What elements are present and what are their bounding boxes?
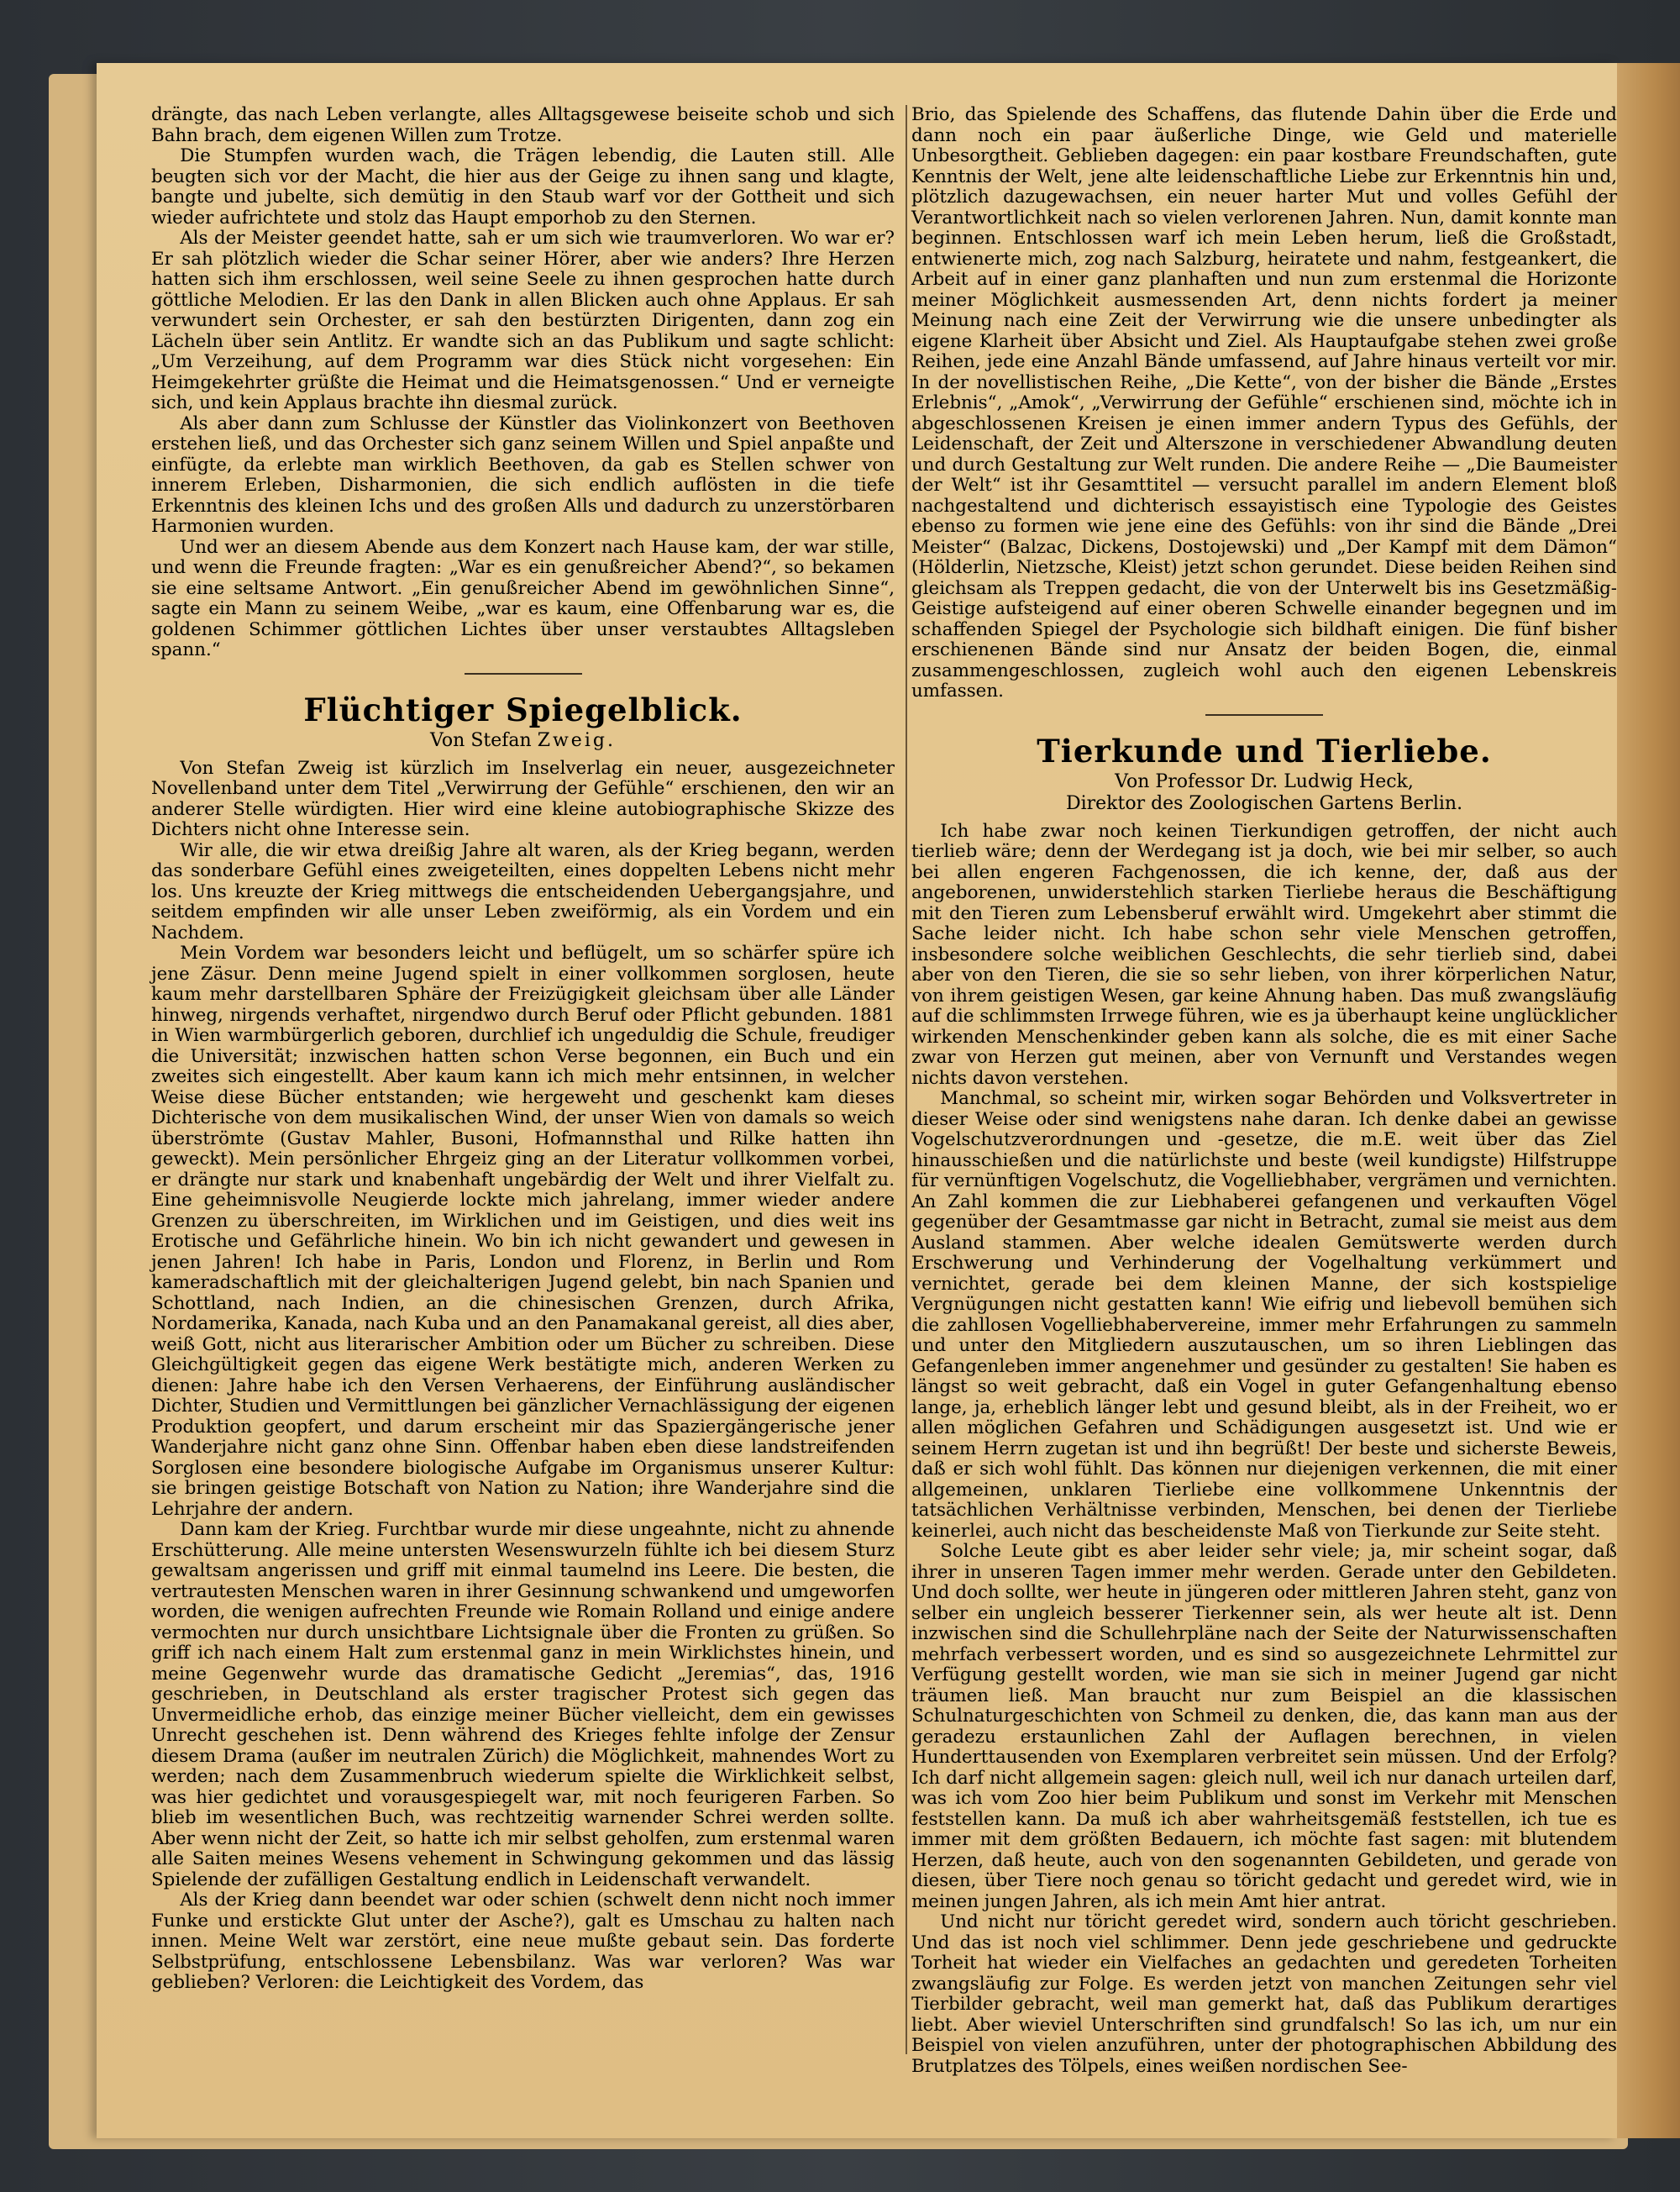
article-byline-affiliation: Direktor des Zoologischen Gartens Berlin.	[1065, 792, 1463, 814]
page-edge	[1617, 63, 1680, 2138]
section-rule	[465, 673, 582, 675]
section-rule	[1205, 714, 1323, 716]
paragraph: Und nicht nur töricht geredet wird, sondern auch töricht geschrieben. Und das ist noch viel schlimmer. Denn jede geschriebene und gedruckte Torheit hat wieder ein Vielfaches an gedachten und geredeten Torheiten zwangsläufig zur Folge. Es werden jetzt von manchen Zeitungen sehr viel Tierbilder gebracht, weil man gemerkt hat, daß das Publikum derartiges liebt. Aber wieviel Unterschriften sind grundfalsch! So las ich, um nur ein Beispiel von vielen anzuführen, unter der photographischen Abbildung des Brutplatzes des Tölpels, eines weißen nordischen See-	[911, 1911, 1617, 2077]
article-byline: Von Professor Dr. Ludwig Heck,	[1115, 770, 1414, 792]
paragraph: Brio, das Spielende des Schaffens, das flutende Dahin über die Erde und dann noch ein paar äußerliche Dinge, wie Geld und materielle Unbesorgtheit. Geblieben dagegen: ein paar kostbare Freundschaften, gute Kenntnis der Welt, jene alte leidenschaftliche Liebe zur Erkenntnis hin und, plötzlich dazugewachsen, ein neuer harter Mut und volles Gefühl der Verantwortlichkeit nach so vielen verlorenen Jahren. Nun, damit konnte man beginnen. Entschlossen warf ich mein Leben herum, ließ die Großstadt, entwienerte mich, zog nach Salzburg, heiratete und nahm, festgeankert, die Arbeit auf in einer ganz planhaften und nun zum erstenmal die Horizonte meiner Möglichkeit ausmessenden Art, denn nichts fordert ja meiner Meinung nach eine Zeit der Verwirrung wie die unsere unbedingter als eigene Klarheit über Absicht und Ziel. Als Hauptaufgabe stehen zwei große Reihen, jede eine Anzahl Bände umfassend, auf Jahre hinaus verteilt vor mir. In der novellistischen Reihe, „Die Kette“, von der bisher die Bände „Erstes Erlebnis“, „Amok“, „Verwirrung der Gefühle“ erschienen sind, möchte ich in abgeschlossenen Kreisen je einen immer andern Typus des Gefühls, der Leidenschaft, der Zeit und Alterszone in verschiedener Abwandlung deuten und durch Gestaltung zur Welt runden. Die andere Reihe — „Die Baumeister der Welt“ ist ihr Gesamttitel — versucht parallel im andern Element bloß nachgestaltend und dichterisch essayistisch eine Typologie des Geistes ebenso zu formen wie jene eine des Gefühls: von ihr sind die Bände „Drei Meister“ (Balzac, Dickens, Dostojewski) und „Der Kampf mit dem Dämon“ (Hölderlin, Nietzsche, Kleist) jetzt schon gerundet. Diese beiden Reihen sind gleichsam als Treppen gedacht, die von der Unterwelt bis ins Gesetzmäßig-Geistige aufsteigend auf einer oberen Schwelle einander begegnen und im schaffenden Spiegel der Psychologie sich bildhaft einigen. Die fünf bisher erschienenen Bände sind nur Ansatz der beiden Bogen, die, einmal zusammengeschlossen, zugleich wohl auch den eigenen Lebenskreis umfassen.	[911, 104, 1617, 702]
paragraph: Als der Krieg dann beendet war oder schien (schwelt denn nicht noch immer Funke und erstickte Glut unter der Asche?), galt es Umschau zu halten nach innen. Meine Welt war zerstört, eine neue mußte gebaut sein. Das forderte Selbstprüfung, entschlossene Lebensbilanz. Was war verloren? Was war geblieben? Verloren: die Leichtigkeit des Vordem, das	[151, 1890, 895, 1993]
paragraph: drängte, das nach Leben verlangte, alles Alltagsgewese beiseite schob und sich Bahn brach, dem eigenen Willen zum Trotze.	[151, 104, 895, 146]
paragraph: Dann kam der Krieg. Furchtbar wurde mir diese ungeahnte, nicht zu ahnende Erschütterung. Alle meine untersten Wesenswurzeln fühlte ich bei diesem Sturz gewaltsam angerissen und griff mit einmal taumelnd ins Leere. Die besten, die vertrautesten Menschen waren in ihrer Gesinnung schwankend und umgeworfen worden, die wenigen aufrechten Freunde wie Romain Rolland und einige andere vermochten nur durch unsichtbare Lichtsignale über die Fronten zu grüßen. So griff ich nach einem Halt zum erstenmal ganz in mein Wirklichstes hinein, und meine Gegenwehr wurde das dramatische Gedicht „Jeremias“, das, 1916 geschrieben, in Deutschland als erster tragischer Protest sich gegen das Unvermeidliche erhob, das einzige meiner Bücher vielleicht, dem ein gewisses Unrecht geschehen ist. Denn während des Krieges fehlte infolge der Zensur diesem Drama (außer im neutralen Zürich) die Möglichkeit, mahnendes Wort zu werden; nach dem Zusammenbruch wiederum spielte die Wirklichkeit selbst, was hier gedichtet und vorausgespiegelt war, mit noch feurigeren Farben. So blieb im wesentlichen Buch, was rechtzeitig warnender Schrei werden sollte. Aber wenn nicht der Zeit, so hatte ich mir selbst geholfen, zum erstenmal waren alle Saiten meines Wesens vehement in Schwingung gekommen und das lässig Spielende der zufälligen Gestaltung endlich in Leidenschaft verwandelt.	[151, 1519, 895, 1890]
byline-prefix: Von Stefan	[430, 729, 538, 751]
paragraph: Mein Vordem war besonders leicht und beflügelt, um so schärfer spüre ich jene Zäsur. Denn meine Jugend spielt in einer vollkommen sorglosen, heute kaum mehr darstellbaren Sphäre der Freizügigkeit gleichsam über alle Länder hinweg, nirgends verhaftet, nirgendwo durch Beruf oder Pflicht gebunden. 1881 in Wien warmbürgerlich geboren, durchlief ich ungeduldig die Schule, freudiger die Universität; inzwischen hatten schon Verse begonnen, ein Buch und ein zweites sich eingestellt. Aber kaum kann ich mich mehr entsinnen, in welcher Weise diese Bücher entstanden; wie hergeweht und geschenkt kam dieses Dichterische von dem musikalischen Wind, der unser Wien von damals so weich überströmte (Gustav Mahler, Busoni, Hofmannsthal und Rilke hatten ihn geweckt). Mein persönlicher Ehrgeiz ging an der Literatur vollkommen vorbei, er drängte nur stark und knabenhaft ungebärdig der Welt und ihrer Vielfalt zu. Eine geheimnisvolle Neugierde lockte mich jahrelang, immer wieder andere Grenzen zu überschreiten, im Wirklichen und im Geistigen, und dies weit ins Erotische und Gefährliche hinein. Wo bin ich nicht gewandert und gewesen in jenen Jahren! Ich habe in Paris, London und Florenz, in Berlin und Rom kameradschaftlich mit der gleichalterigen Jugend gelebt, bin nach Spanien und Schottland, nach Indien, an die chinesischen Grenzen, durch Afrika, Nordamerika, Kanada, nach Kuba und an den Panamakanal gereist, all dies aber, weiß Gott, nicht aus literarischer Ambition oder um Bücher zu schreiben. Diese Gleichgültigkeit gegen das eigene Werk bestätigte mich, anderen Werken zu dienen: Jahre habe ich den Versen Verhaerens, der Einführung ausländischer Dichter, Studien und Vermittlungen bei gänzlicher Vernachlässigung der eigenen Produktion geopfert, und darum erscheint mir das Spaziergängerische jener Wanderjahre nicht ganz ohne Sinn. Offenbar haben eben diese landstreifenden Sorglosen eine besondere biologische Aufgabe im Organismus unserer Kultur: sie bringen geistige Botschaft von Nation zu Nation; ihre Wanderjahre sind die Lehrjahre der andern.	[151, 943, 895, 1520]
article-title: Tierkunde und Tierliebe.	[1037, 732, 1492, 770]
article-title: Flüchtiger Spiegelblick.	[303, 691, 743, 728]
byline-author: Zweig.	[537, 729, 616, 751]
paragraph: Wir alle, die wir etwa dreißig Jahre alt waren, als der Krieg begann, werden das sonderbare Gefühl eines zweigeteilten, eines doppelten Lebens nicht mehr los. Uns kreuzte der Krieg mittwegs die entscheidenden Uebergangsjahre, und seitdem empfinden wir alle unser Leben zweiförmig, als ein Vordem und ein Nachdem.	[151, 839, 895, 944]
column-divider	[906, 105, 907, 2054]
paragraph: Die Stumpfen wurden wach, die Trägen lebendig, die Lauten still. Alle beugten sich vor der Macht, die hier aus der Geige zu ihnen sang und klagte, bangte und jubelte, sich demütig in den Staub warf vor der Gottheit und sich wieder aufrichtete und stolz das Haupt emporhob zu den Sternen.	[151, 145, 895, 229]
paragraph: Als aber dann zum Schlusse der Künstler das Violinkonzert von Beethoven erstehen ließ, und das Orchester sich ganz seinem Willen und Spiel anpaßte und einfügte, da erlebte man wirklich Beethoven, da gab es Stellen schwer von innerem Erleben, Disharmonien, die sich endlich auflösten in die tiefe Erkenntnis des kleinen Ichs und des großen Alls und dadurch zu unzerstörbaren Harmonien wurden.	[151, 413, 895, 537]
left-column	[151, 105, 895, 2063]
right-column	[911, 104, 1617, 2077]
paragraph: Manchmal, so scheint mir, wirken sogar Behörden und Volksvertreter in dieser Weise oder sind wenigstens nahe daran. Ich denke dabei an gewisse Vogelschutzverordnungen und -gesetze, die m.E. weit über das Ziel hinausschießen und die natürlichste und beste (weil kundigste) Hilfstruppe für vernünftigen Vogelschutz, die Vogelliebhaber, vergrämen und vernichten. An Zahl kommen die zur Liebhaberei gefangenen und verkauften Vögel gegenüber der Gesamtmasse gar nicht in Betracht, zumal sie meist aus dem Ausland stammen. Aber welche idealen Gemütswerte werden durch Erschwerung und Verhinderung der Vogelhaltung verkümmert und vernichtet, gerade bei dem kleinen Manne, der sich kostspielige Vergnügungen nicht gestatten kann! Wie eifrig und liebevoll bemühen sich die zahllosen Vogelliebhabervereine, immer mehr Erfahrungen zu sammeln und unter den Mitgliedern auszutauschen, um so ihren Lieblingen das Gefangenleben immer angenehmer und gesünder zu gestalten! Sie haben es längst so weit gebracht, daß ein Vogel in guter Gefangenhaltung ebenso lange, ja, erheblich länger lebt und gesund bleibt, als in der Freiheit, wo er allen möglichen Gefahren und Schädigungen ausgesetzt ist. Und wie er seinem Herrn zugetan ist und ihn begrüßt! Der beste und sicherste Beweis, daß er sich wohl fühlt. Das können nur diejenigen verkennen, die mit einer allgemeinen, unklaren Tierliebe eine vollkommene Unkenntnis der tatsächlichen Verhältnisse verbinden, Menschen, bei denen der Tierliebe keinerlei, auch nicht das bescheidenste Maß von Tierkunde zur Seite steht.	[911, 1088, 1617, 1542]
paragraph: Als der Meister geendet hatte, sah er um sich wie traumverloren. Wo war er? Er sah plötzlich wieder die Schar seiner Hörer, aber wie anders? Ihre Herzen hatten sich ihm erschlossen, weil seine Seele zu ihnen gesprochen hatte durch göttliche Melodien. Er las den Dank in allen Blicken auch ohne Applaus. Er sah verwundert sein Orchester, er sah den bestürzten Dirigenten, dann zog ein Lächeln über sein Antlitz. Er wandte sich an das Publikum und sagte schlicht: „Um Verzeihung, auf dem Programm war dies Stück nicht vorgesehen: Ein Heimgekehrter grüßte die Heimat und die Heimatsgenossen.“ Und er verneigte sich, und kein Applaus brachte ihn diesmal zurück.	[151, 228, 895, 413]
paragraph: Und wer an diesem Abende aus dem Konzert nach Hause kam, der war stille, und wenn die Freunde fragten: „War es ein genußreicher Abend?“, so bekamen sie eine seltsame Antwort. „Ein genußreicher Abend im gewöhnlichen Sinne“, sagte ein Mann zu seinem Weibe, „war es kaum, eine Offenbarung war es, die goldenen Schimmer göttlichen Lichtes über unser verstaubtes Alltagsleben spann.“	[151, 536, 895, 660]
article-byline	[151, 730, 895, 752]
paragraph: Ich habe zwar noch keinen Tierkundigen getroffen, der nicht auch tierlieb wäre; denn der Werdegang ist ja doch, wie bei mir selber, so auch bei allen engeren Fachgenossen, die ich kenne, der, daß aus der angeborenen, unwiderstehlich starken Tierliebe heraus die Beschäftigung mit den Tieren zum Lebensberuf erwählt wird. Umgekehrt aber stimmt die Sache leider nicht. Ich habe schon sehr viele Menschen getroffen, insbesondere solche weiblichen Geschlechts, die sehr tierlieb sind, dabei aber von den Tieren, die sie so sehr lieben, von ihrer körperlichen Natur, von ihrem geistigen Wesen, gar keine Ahnung haben. Das muß zwangsläufig auf die schlimmsten Irrwege führen, wie es ja überhaupt keine unglücklicher wirkenden Menschenkinder geben kann als solche, die es mit einer Sache zwar von Herzen gut meinen, aber von Vernunft und Verstandes wegen nichts davon verstehen.	[911, 820, 1617, 1089]
paragraph: Solche Leute gibt es aber leider sehr viele; ja, mir scheint sogar, daß ihrer in unseren Tagen immer mehr werden. Gerade unter den Gebildeten. Und doch sollte, wer heute in jüngeren oder mittleren Jahren steht, ganz von selber ein ungleich besserer Tierkenner sein, als wer heute alt ist. Denn inzwischen sind die Schullehrpläne nach der Seite der Naturwissenschaften mehrfach verbessert worden, und es sind so ausgezeichnete Lehrmittel zur Verfügung gestellt worden, wie man sie sich in meiner Jugend gar nicht träumen ließ. Man braucht nur zum Beispiel an die klassischen Schulnaturgeschichten von Schmeil zu denken, die, das kann man aus der geradezu erstaunlichen Zahl der Auflagen berechnen, in vielen Hunderttausenden von Exemplaren verbreitet sein müssen. Und der Erfolg? Ich darf nicht allgemein sagen: gleich null, weil ich nur danach urteilen darf, was ich vom Zoo hier beim Publikum und sonst im Verkehr mit Menschen feststellen kann. Da muß ich aber wahrheitsgemäß feststellen, ich tue es immer mit dem größten Bedauern, ich möchte fast sagen: mit blutendem Herzen, daß heute, auch von den sogenannten Gebildeten, und gerade von diesen, über Tiere noch genau so töricht gedacht und geredet wird, wie in meinen jungen Jahren, als ich mein Amt hier antrat.	[911, 1541, 1617, 1912]
paragraph: Von Stefan Zweig ist kürzlich im Inselverlag ein neuer, ausgezeichneter Novellenband unter dem Titel „Verwirrung der Gefühle“ erschienen, den wir an anderer Stelle würdigten. Hier wird eine kleine autobiographische Skizze des Dichters nicht ohne Interesse sein.	[151, 757, 895, 840]
